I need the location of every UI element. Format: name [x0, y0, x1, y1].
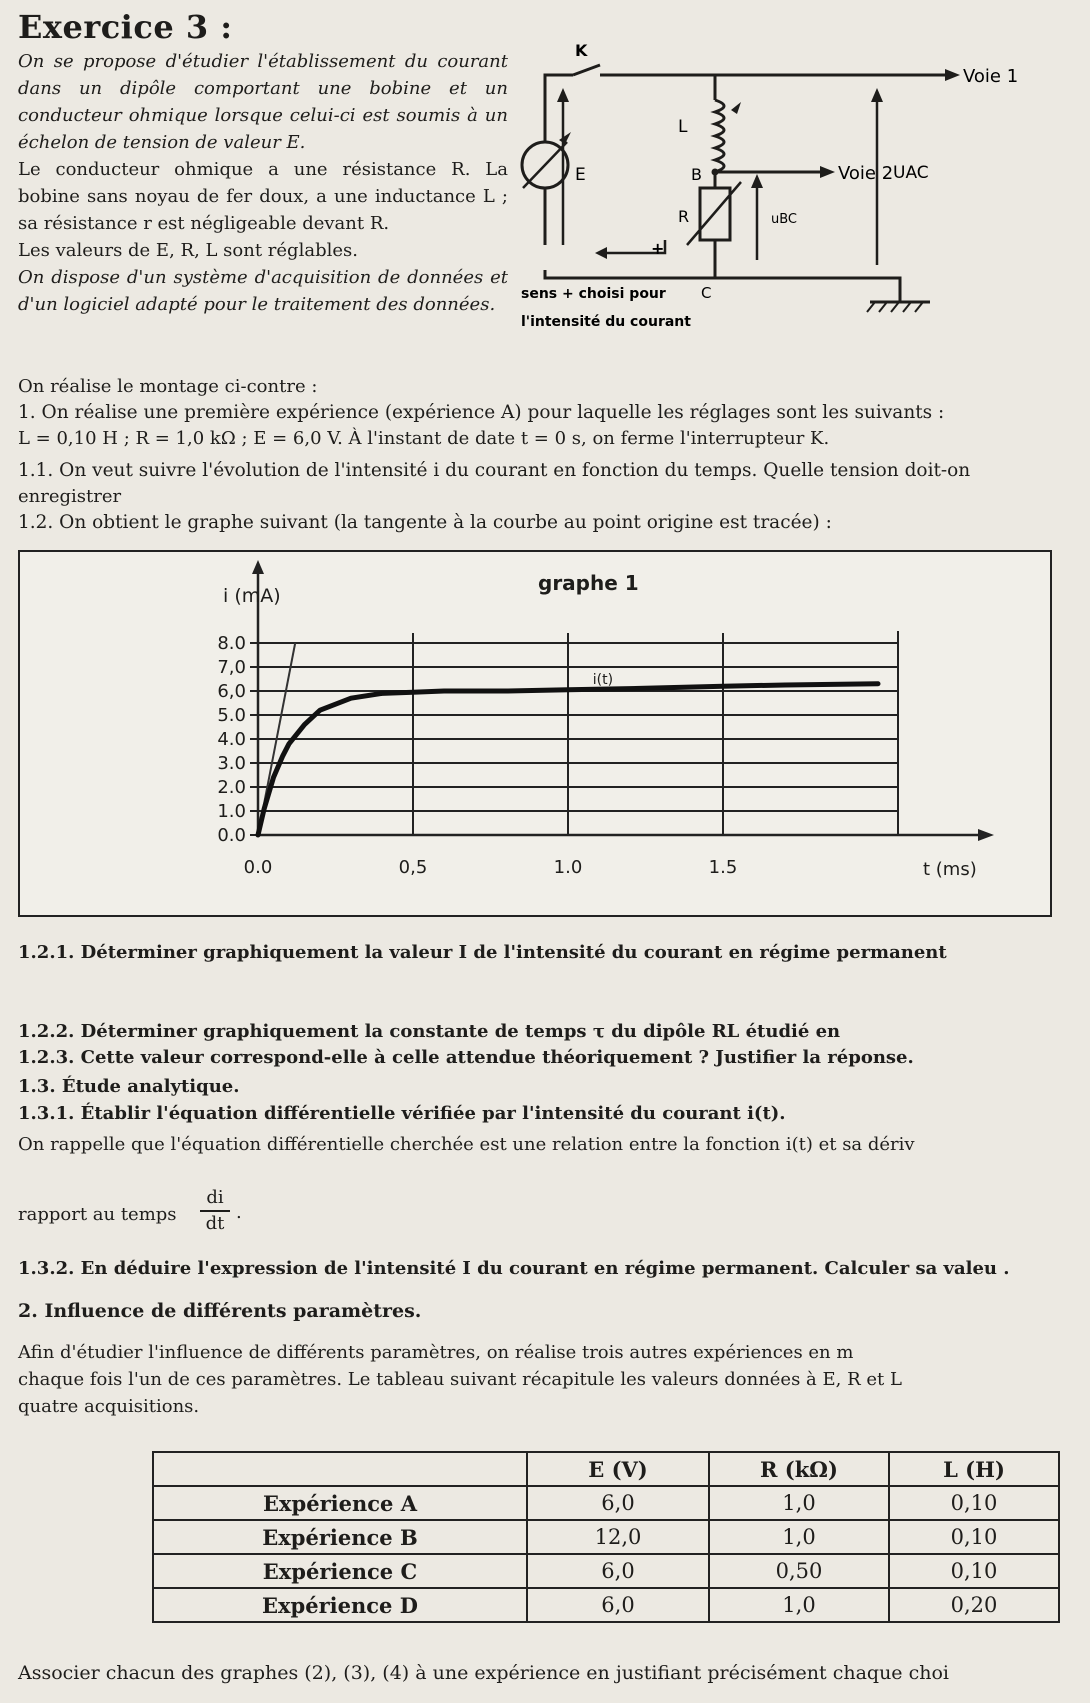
y-tick-label: 4.0: [217, 729, 246, 750]
intro-paragraph-1: On se propose d'étudier l'établissement du courant dans un dipôle comportant une bobine et un conducteur ohmique lorsque celui-ci est soumis à un échelon de tension de valeur E.: [18, 51, 508, 153]
table-cell: 0,10: [889, 1486, 1059, 1520]
x-axis-label: t (ms): [923, 859, 977, 880]
x-tick-label: 1.0: [553, 857, 583, 878]
y-tick-label: 0.0: [217, 825, 246, 846]
derivative-fraction: [200, 1186, 230, 1236]
table-row: [153, 1588, 1059, 1622]
plus-sign: +: [651, 239, 665, 258]
question-1-2-2: 1.2.2. Déterminer graphiquement la constante de temps τ du dipôle RL étudié en: [18, 1021, 841, 1042]
fraction-end: .: [236, 1202, 242, 1223]
voie1-label: Voie 1: [963, 66, 1019, 87]
x-tick-label: 0,5: [398, 857, 428, 878]
y-tick-label: 1.0: [217, 801, 246, 822]
x-tick-label: 0.0: [243, 857, 273, 878]
intro-paragraph-4: On dispose d'un système d'acquisition de données et d'un logiciel adapté pour le traitement des données.: [18, 267, 508, 315]
rappel-line-1: On rappelle que l'équation différentielle cherchée est une relation entre la fonction i(t) et sa dériv: [18, 1134, 915, 1155]
table-cell: 12,0: [527, 1520, 709, 1554]
section-2-title: 2. Influence de différents paramètres.: [18, 1300, 422, 1322]
switch-k: [573, 65, 600, 75]
ubc-label: uBC: [771, 212, 798, 227]
table-cell: 6,0: [527, 1588, 709, 1622]
generator-label: E: [575, 165, 586, 185]
parameters-table: [152, 1451, 1060, 1623]
y-tick-label: 6,0: [217, 681, 246, 702]
node-c-label: C: [701, 284, 712, 302]
table-cell: Expérience C: [153, 1554, 527, 1588]
voie2-label: Voie 2: [838, 163, 894, 184]
coil-l: [715, 100, 724, 172]
table-cell: 6,0: [527, 1486, 709, 1520]
table-cell: Expérience A: [153, 1486, 527, 1520]
question-1-2: 1.2. On obtient le graphe suivant (la tangente à la courbe au point origine est tracée) :: [18, 512, 832, 533]
question-1-1-line-1: 1.1. On veut suivre l'évolution de l'intensité i du courant en fonction du temps. Quelle tension doit-on: [18, 460, 971, 481]
resistor-label: R: [678, 207, 690, 226]
y-tick-label: 8.0: [217, 633, 246, 654]
table-cell: 6,0: [527, 1554, 709, 1588]
question-1-1-line-2: enregistrer: [18, 486, 122, 507]
y-tick-label: 7,0: [217, 657, 246, 678]
y-tick-label: 3.0: [217, 753, 246, 774]
section-2-line-1: Afin d'étudier l'influence de différents paramètres, on réalise trois autres expériences en m: [18, 1342, 854, 1363]
table-cell: 0,10: [889, 1554, 1059, 1588]
uac-label: UAC: [893, 163, 929, 183]
table-cell: 1,0: [709, 1588, 889, 1622]
table-header-cell: L (H): [889, 1452, 1059, 1486]
question-1: 1. On réalise une première expérience (expérience A) pour laquelle les réglages sont les suivants :: [18, 402, 945, 423]
final-question: Associer chacun des graphes (2), (3), (4) à une expérience en justifiant précisément chaque choi: [18, 1662, 949, 1684]
rappel-line-2: rapport au temps: [18, 1204, 177, 1225]
table-cell: Expérience D: [153, 1588, 527, 1622]
x-tick-label: 1.5: [708, 857, 738, 878]
question-1-2-1: 1.2.1. Déterminer graphiquement la valeur I de l'intensité du courant en régime permanent: [18, 942, 947, 963]
table-cell: Expérience B: [153, 1520, 527, 1554]
question-1-2-3: 1.2.3. Cette valeur correspond-elle à celle attendue théoriquement ? Justifier la réponse.: [18, 1047, 914, 1068]
table-header-cell: [153, 1452, 527, 1486]
node-b-label: B: [691, 165, 702, 184]
table-row: [153, 1486, 1059, 1520]
table-cell: 1,0: [709, 1520, 889, 1554]
table-header-cell: E (V): [527, 1452, 709, 1486]
table-row: [153, 1554, 1059, 1588]
table-row: [153, 1520, 1059, 1554]
section-2-line-3: quatre acquisitions.: [18, 1396, 200, 1417]
curve-label: i(t): [592, 671, 614, 688]
table-cell: 0,20: [889, 1588, 1059, 1622]
y-tick-label: 5.0: [217, 705, 246, 726]
table-cell: 0,10: [889, 1520, 1059, 1554]
circuit-diagram: [515, 40, 1075, 340]
table-header-row: [153, 1452, 1059, 1486]
table-cell: 0,50: [709, 1554, 889, 1588]
y-axis-arrow: [252, 560, 264, 574]
exercise-title: Exercice 3 :: [18, 8, 233, 46]
coil-label: L: [678, 117, 688, 137]
y-tick-label: 2.0: [217, 777, 246, 798]
question-1-3-1: 1.3.1. Établir l'équation différentielle vérifiée par l'intensité du courant i(t).: [18, 1103, 786, 1124]
intro-text: [18, 48, 508, 318]
montage-text: On réalise le montage ci-contre :: [18, 376, 318, 397]
x-axis-arrow: [978, 829, 994, 841]
intro-paragraph-2: Le conducteur ohmique a une résistance R. La bobine sans noyau de fer doux, a une inductance L ; sa résistance r est négligeable devant R.: [18, 159, 508, 234]
y-axis-label: i (mA): [223, 585, 281, 607]
table-cell: 1,0: [709, 1486, 889, 1520]
switch-label: K: [575, 41, 588, 60]
fraction-denominator: dt: [205, 1213, 225, 1234]
sens-label-2: l'intensité du courant: [521, 314, 691, 330]
table-header-cell: R (kΩ): [709, 1452, 889, 1486]
question-1-3: 1.3. Étude analytique.: [18, 1076, 240, 1097]
fraction-numerator: di: [206, 1187, 224, 1208]
section-2-line-2: chaque fois l'un de ces paramètres. Le tableau suivant récapitule les valeurs données à E, R et L: [18, 1369, 902, 1390]
chart-title: graphe 1: [538, 571, 639, 595]
question-1-3-2: 1.3.2. En déduire l'expression de l'intensité I du courant en régime permanent. Calculer sa valeu .: [18, 1258, 1010, 1279]
graph-1-chart: [18, 550, 1048, 913]
sens-label-1: sens + choisi pour: [521, 286, 666, 302]
intro-paragraph-3: Les valeurs de E, R, L sont réglables.: [18, 240, 358, 261]
question-1-values: L = 0,10 H ; R = 1,0 kΩ ; E = 6,0 V. À l'instant de date t = 0 s, on ferme l'interrupteur K.: [18, 428, 830, 449]
